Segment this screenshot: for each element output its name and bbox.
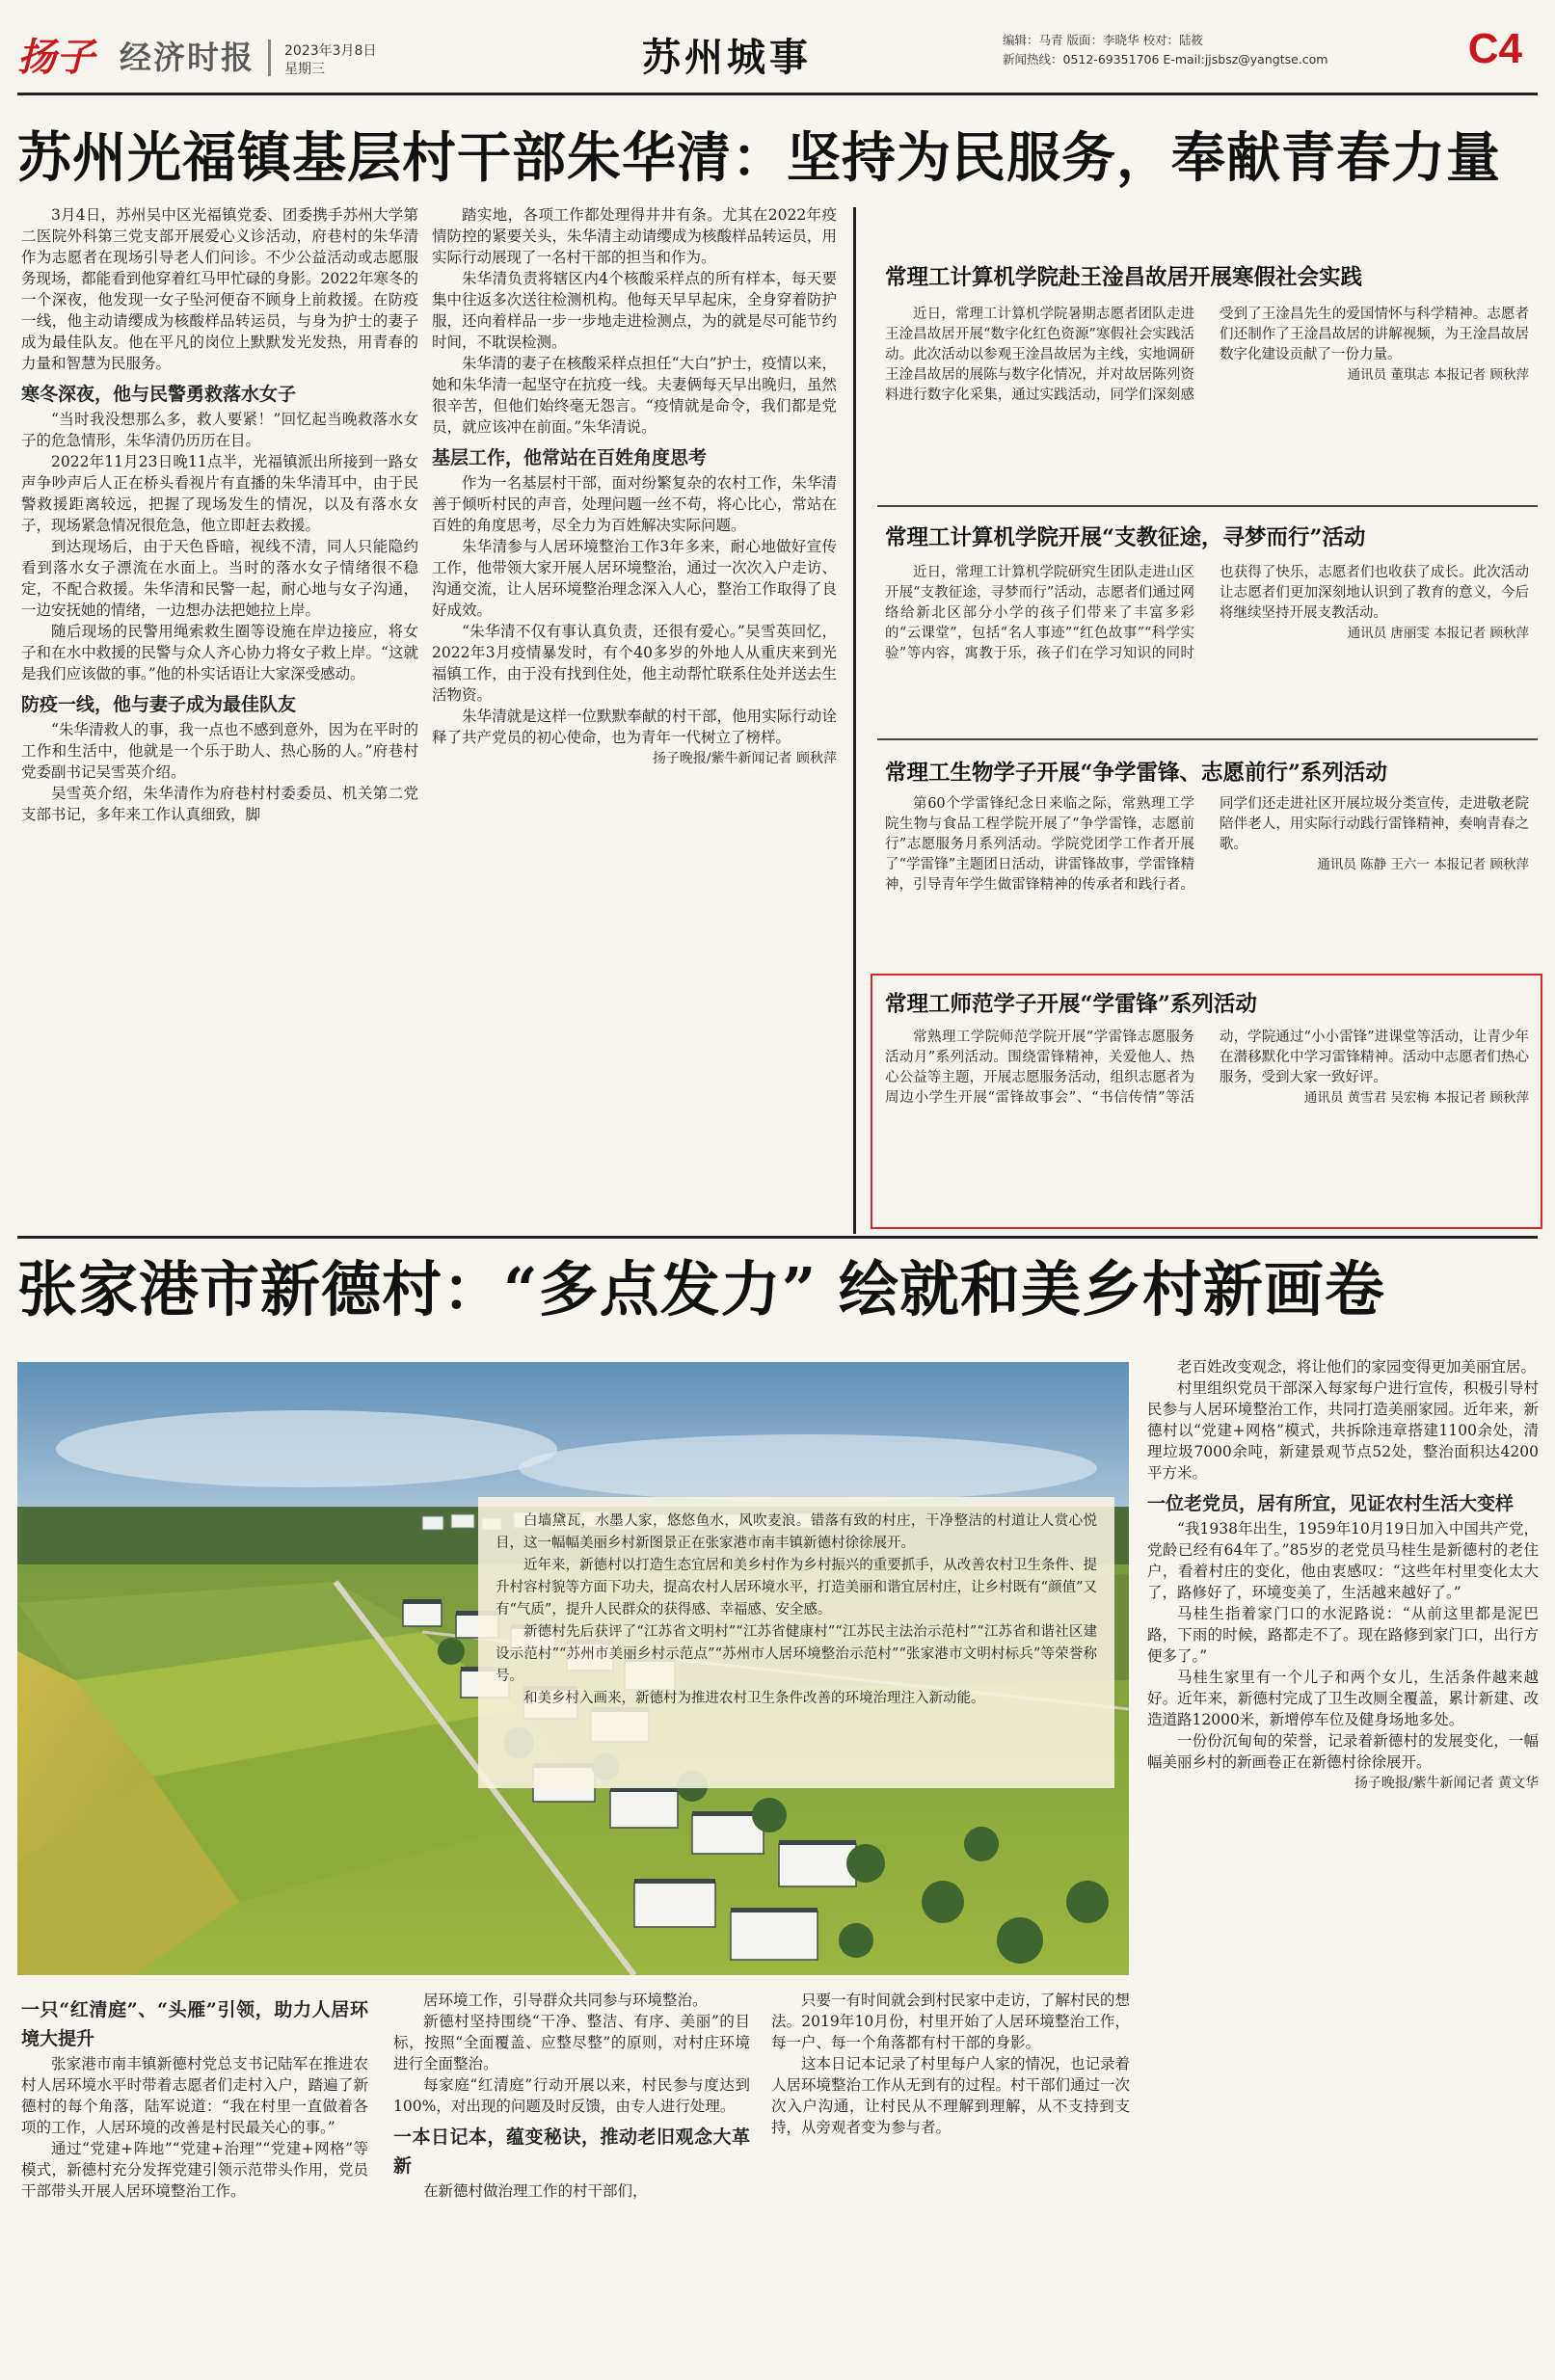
byline: 通讯员 黄雪君 吴宏梅 本报记者 顾秋萍 [1303,1090,1529,1106]
paragraph: 3月4日，苏州吴中区光福镇党委、团委携手苏州大学第二医院外科第三党支部开展爱心义诊活动，府巷村的朱华清作为志愿者在现场引导老人们问诊。不少公益活动或志愿服务现场，都能看到他穿着红马甲忙碌的身影。2022年寒冬的一个深夜，他发现一女子坠河便奋不顾身上前救援。在防疫一线，他主动请缨成为核酸样品转运员，与身为护士的妻子成为最佳队友。他在平凡的岗位上默默发光发热，用青春的力量和智慧为民服务。 [21,206,418,372]
sidebar-divider [877,738,1538,740]
sidebar-item-4-title: 常理工师范学子开展“学雷锋”系列活动 [885,992,1257,1017]
byline: 通讯员 唐丽雯 本报记者 顾秋萍 [1347,626,1529,641]
story2-bottom-column-2 [393,1990,750,2375]
story2-right-column [1147,1356,1539,2368]
caption-paragraph: 白墙黛瓦，水墨人家，悠悠鱼水，风吹麦浪。错落有致的村庄，干净整洁的村道让人赏心悦目，这一幅幅美丽乡村新图景正在张家港市南丰镇新德村徐徐展开。 [496,1513,1097,1551]
story1-column-2 [432,204,837,1236]
byline: 通讯员 董琪志 本报记者 顾秋萍 [1347,367,1529,383]
paper-name: 经济时报 [120,39,255,76]
story2-bottom-column-1 [21,1990,368,2375]
story1-column-1 [21,204,418,1236]
paragraph: 这本日记本记录了村里每户人家的情况，也记录着人居环境整治工作从无到有的过程。村干部们通过一次次入户沟通，让村民从不理解到理解，从不支持到支持，从旁观者变为参与者。 [771,2055,1130,2136]
paragraph: 只要一有时间就会到村民家中走访，了解村民的想法。2019年10月份，村里开始了人居环境整治工作，每一户、每一个角落都有村干部的身影。 [771,1992,1130,2051]
subhead: 一位老党员，居有所宜，见证农村生活大变样 [1147,1493,1515,1514]
sidebar-item-1-title: 常理工计算机学院赴王淦昌故居开展寒假社会实践 [885,265,1363,290]
issue-date [284,42,376,79]
section-title: 苏州城事 [642,35,812,80]
paragraph: 马桂生指着家门口的水泥路说：“从前这里都是泥巴路，下雨的时候，路都走不了。现在路修到家门口，出行方便多了。” [1147,1605,1539,1665]
sidebar-item-2-body [885,563,1529,736]
paragraph: 新德村坚持围绕“干净、整洁、有序、美丽”的目标，按照“全面覆盖、应整尽整”的原则，对村庄环境进行全面整治。 [393,2013,750,2072]
weekday-text: 星期三 [284,62,325,77]
paragraph: “我1938年出生，1959年10月19日加入中国共产党，党龄已经有64年了。”85岁的老党员马桂生是新德村的老住户，看着村庄的变化，他由衷感叹：“这些年村里变化太大了，路修好了，环境变美了，生活越来越好了。” [1147,1520,1539,1601]
masthead-divider [268,40,271,76]
paragraph: 老百姓改变观念，将让他们的家园变得更加美丽宜居。 [1177,1358,1537,1376]
contact-line: 新闻热线：0512-69351706 E-mail:jjsbsz@yangtse.com [1003,52,1328,67]
sidebar-divider [877,505,1538,507]
paragraph: 第60个学雷锋纪念日来临之际，常熟理工学院生物与食品工程学院开展了“争学雷锋，志愿前行”志愿服务月系列活动。学院党团学工作者开展了“学雷锋”主题团日活动，讲雷锋故事，学雷锋精神，引导青年学生做雷锋精神的传承者和践行者。同学们还走进社区开展垃圾分类宣传，走进敬老院陪伴老人，用实际行动践行雷锋精神，奏响青春之歌。 [885,796,1529,893]
paragraph: 朱华清就是这样一位默默奉献的村干部，他用实际行动诠释了共产党员的初心使命，也为青年一代树立了榜样。 [432,708,837,746]
paragraph: 朱华清负责将辖区内4个核酸采样点的所有样本，每天要集中往返多次送往检测机构。他每天早早起床，全身穿着防护服，还向着样品一步一步地走进检测点，为的就是尽可能节约时间，不耽误检测。 [432,270,837,351]
story2-bottom-column-3 [771,1990,1130,2375]
paragraph: 一份份沉甸甸的荣誉，记录着新德村的发展变化，一幅幅美丽乡村的新画卷正在新德村徐徐展开。 [1147,1732,1539,1771]
paragraph: 踏实地，各项工作都处理得井井有条。尤其在2022年疫情防控的紧要关头，朱华清主动请缨成为核酸样品转运员，用实际行动展现了一名村干部的担当和作为。 [432,206,837,266]
paragraph: 通过“党建+阵地”“党建+治理”“党建+网格”等模式，新德村充分发挥党建引领示范带头作用，党员干部带头开展人居环境整治工作。 [21,2140,368,2200]
section-divider [17,1236,1538,1239]
paragraph: “当时我没想那么多，救人要紧！”回忆起当晚救落水女子的危急情形，朱华清仍历历在目。 [21,411,418,449]
sidebar-item-1-body [885,305,1529,497]
story2-headline: 张家港市新德村：“多点发力” 绘就和美乡村新画卷 [17,1254,1385,1324]
paragraph: 朱华清参与人居环境整治工作3年多来，耐心地做好宣传工作，他带领大家开展人居环境整治，通过一次次入户走访、沟通交流，让人居环境整治理念深入人心，整治工作取得了良好成效。 [432,538,837,619]
paragraph: 吴雪英介绍，朱华清作为府巷村村委委员、机关第二党支部书记，多年来工作认真细致，脚 [21,785,418,823]
paragraph: 每家庭“红清庭”行动开展以来，村民参与度达到100%，对出现的问题及时反馈，由专人进行处理。 [393,2076,750,2115]
byline: 通讯员 陈静 王六一 本报记者 顾秋萍 [1317,857,1529,872]
paragraph: 村里组织党员干部深入每家每户进行宣传，积极引导村民参与人居环境整治工作，共同打造美丽家园。近年来，新德村以“党建+网格”模式，共拆除违章搭建1100余处，清理垃圾7000余吨，新建景观节点52处，整治面积达4200平方米。 [1147,1379,1539,1482]
paragraph: 马桂生家里有一个儿子和两个女儿，生活条件越来越好。近年来，新德村完成了卫生改厕全覆盖，累计新建、改造道路12000米，新增停车位及健身场地多处。 [1147,1669,1539,1728]
paragraph: 随后现场的民警用绳索救生圈等设施在岸边接应，将女子和在水中救援的民警与众人齐心协力将女子救上岸。“这就是我们应该做的事。”他的朴实话语让大家深受感动。 [21,623,418,682]
paragraph: 常熟理工学院师范学院开展“学雷锋志愿服务活动月”系列活动。围绕雷锋精神，关爱他人、热心公益等主题，开展志愿服务活动，组织志愿者为周边小学生开展“雷锋故事会”、“书信传情”等活动，学院通过“小小雷锋”进课堂等活动，让青少年在潜移默化中学习雷锋精神。活动中志愿者们热心服务，受到大家一致好评。 [885,1030,1529,1106]
sidebar-item-2-title: 常理工计算机学院开展“支教征途，寻梦而行”活动 [885,525,1366,550]
subhead: 防疫一线，他与妻子成为最佳队友 [21,694,297,715]
sidebar-item-3-title: 常理工生物学子开展“争学雷锋、志愿前行”系列活动 [885,761,1387,786]
editors-line: 编辑：马青 版面：李晓华 校对：陆筱 [1003,33,1203,47]
caption-paragraph: 近年来，新德村以打造生态宜居和美乡村作为乡村振兴的重要抓手，从改善农村卫生条件、提升村容村貌等方面下功夫，提高农村人居环境水平，打造美丽和谐宜居村庄，让乡村既有“颜值”又有“气质”，提升人民群众的获得感、幸福感、安全感。 [496,1558,1097,1618]
column-divider [853,207,856,1234]
editors-info [1003,31,1436,69]
byline: 扬子晚报/紫牛新闻记者 顾秋萍 [652,751,837,766]
byline: 扬子晚报/紫牛新闻记者 黄文华 [1354,1776,1539,1791]
subhead: 一只“红清庭”、“头雁”引领，助力人居环境大提升 [21,1999,368,2049]
subhead: 寒冬深夜，他与民警勇救落水女子 [21,384,297,405]
story1-headline: 苏州光福镇基层村干部朱华清：坚持为民服务，奉献青春力量 [17,126,1501,190]
caption-paragraph: 新德村先后获评了“江苏省文明村”“江苏省健康村”“江苏民主法治示范村”“江苏省和谐社区建设示范村”“苏州市美丽乡村示范点”“苏州市人居环境整治示范村”“张家港市文明村标兵”等荣誉称号。 [496,1624,1097,1684]
paragraph: 居环境工作，引导群众共同参与环境整治。 [423,1992,708,2009]
paragraph: 2022年11月23日晚11点半，光福镇派出所接到一路女声争吵声后人正在桥头看视片有直播的朱华清耳中，由于民警救援距离较远，把握了现场发生的情况，以及有落水女子，现场紧急情况很危急，他立即赶去救援。 [21,453,418,534]
paragraph: “朱华清不仅有事认真负责，还很有爱心。”吴雪英回忆，2022年3月疫情暴发时，有个40多岁的外地人从重庆来到光福镇工作，由于没有找到住处，他主动帮忙联系住处并送去生活物资。 [432,623,837,704]
photo-caption [478,1497,1114,1788]
newspaper-logo: 扬子 [17,35,94,80]
top-rule [17,93,1538,95]
paragraph: 作为一名基层村干部，面对纷繁复杂的农村工作，朱华清善于倾听村民的声音，处理问题一丝不苟，将心比心，常站在百姓的角度思考，尽全力为百姓解决实际问题。 [432,474,837,534]
paragraph: “朱华清救人的事，我一点也不感到意外，因为在平时的工作和生活中，他就是一个乐于助人、热心肠的人。”府巷村党委副书记吴雪英介绍。 [21,721,418,781]
page-number: C4 [1467,25,1522,72]
paragraph: 朱华清的妻子在核酸采样点担任“大白”护士，疫情以来，她和朱华清一起坚守在抗疫一线。夫妻俩每天早出晚归，虽然很辛苦，但他们始终毫无怨言。“疫情就是命令，我们都是党员，就应该冲在前面。”朱华清说。 [432,355,837,436]
paragraph: 张家港市南丰镇新德村党总支书记陆军在推进农村人居环境水平时带着志愿者们走村入户，踏遍了新德村的每个角落，陆军说道：“我在村里一直做着各项的工作，人居环境的改善是村民最关心的事。” [21,2055,368,2136]
subhead: 基层工作，他常站在百姓角度思考 [432,447,708,468]
sidebar-item-4-body [885,1028,1529,1220]
paragraph: 近日，常理工计算机学院暑期志愿者团队走进王淦昌故居开展“数字化红色资源”寒假社会实践活动。此次活动以参观王淦昌故居为主线，实地调研王淦昌故居的展陈与数字化情况，并对故居陈列资料进行数字化采集，通过实践活动，同学们深刻感受到了王淦昌先生的爱国情怀与科学精神。志愿者们还制作了王淦昌故居的讲解视频，为王淦昌故居数字化建设贡献了一份力量。 [885,307,1529,403]
paragraph: 在新德村做治理工作的村干部们， [423,2182,648,2200]
sidebar-item-3-body [885,794,1529,960]
paragraph: 近日，常理工计算机学院研究生团队走进山区开展“支教征途，寻梦而行”活动，志愿者们通过网络给新北区部分小学的孩子们带来了丰富多彩的“云课堂”，包括“名人事迹”“红色故事”“科学实验”等内容，寓教于乐，孩子们在学习知识的同时也获得了快乐，志愿者们也收获了成长。此次活动让志愿者们更加深刻地认识到了教育的意义，今后将继续坚持开展支教活动。 [885,565,1529,661]
caption-paragraph: 和美乡村入画来，新德村为推进农村卫生条件改善的环境治理注入新动能。 [523,1691,985,1706]
subhead: 一本日记本，蕴变秘诀，推动老旧观念大革新 [393,2126,750,2177]
paragraph: 到达现场后，由于天色昏暗，视线不清，同人只能隐约看到落水女子漂流在水面上。当时的落水女子情绪很不稳定，不配合救援。朱华清和民警一起，耐心地与女子沟通，一边安抚她的情绪，一边想办法把她拉上岸。 [21,538,418,619]
date-text: 2023年3月8日 [284,43,377,59]
masthead [17,21,1538,79]
